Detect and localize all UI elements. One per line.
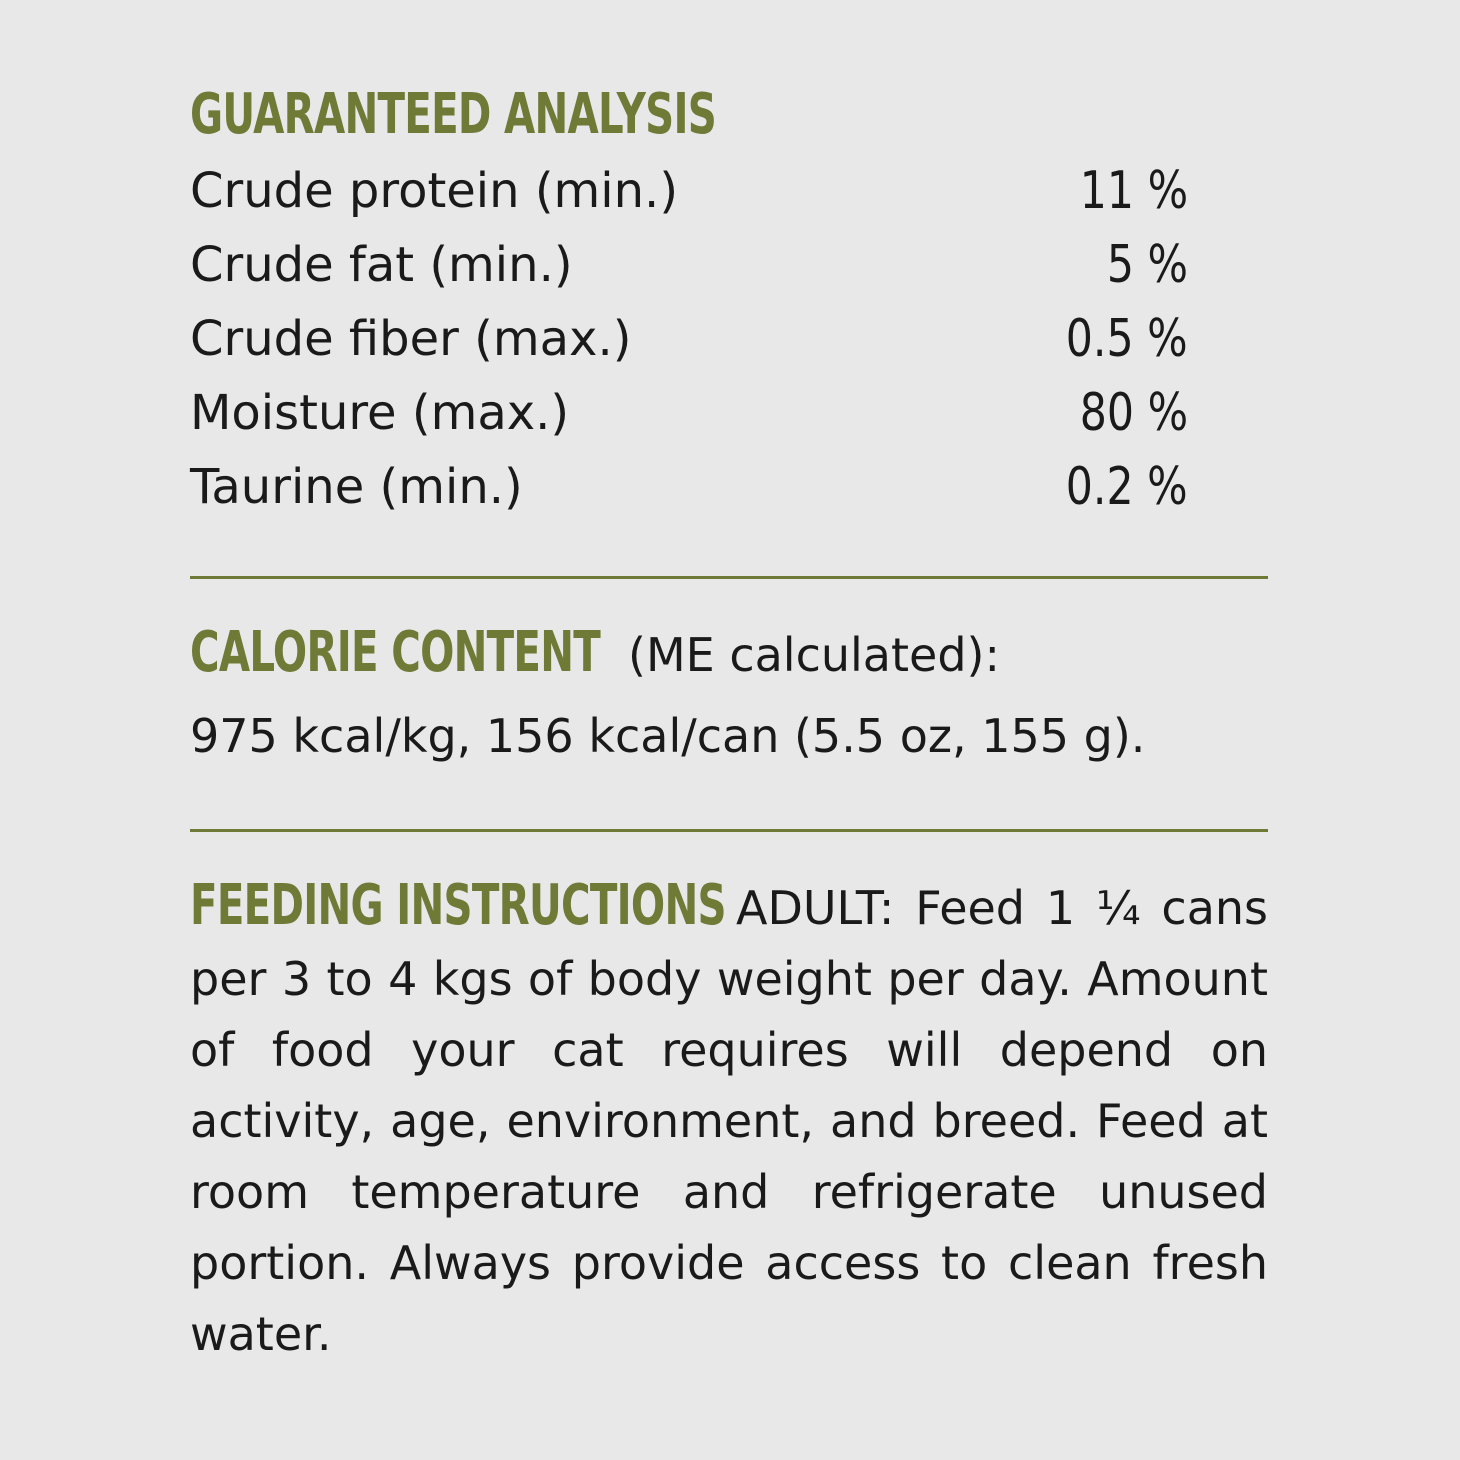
analysis-row <box>190 302 1268 376</box>
calorie-content-heading: CALORIE CONTENT <box>190 620 601 685</box>
analysis-value: 80 % <box>1079 383 1188 443</box>
analysis-value: 5 % <box>1106 235 1188 295</box>
guaranteed-analysis-heading: GUARANTEED ANALYSIS <box>190 82 717 147</box>
guaranteed-analysis-heading-wrap <box>190 80 1268 150</box>
guaranteed-analysis-table <box>190 154 1268 524</box>
calorie-content-text: 975 kcal/kg, 156 kcal/can (5.5 oz, 155 g). <box>190 709 1146 763</box>
analysis-row <box>190 228 1268 302</box>
calorie-content-subheading: (ME calculated): <box>628 628 1000 682</box>
feeding-instructions-section <box>190 870 1268 1370</box>
section-divider <box>190 829 1268 832</box>
feeding-instructions-text: ADULT: Feed 1 ¼ cans per 3 to 4 kgs of body weight per day. Amount of food your cat requires will depend on activity, age, environment, and breed. Feed at room temperature and refrigerate unused portion. Always provide access to clean fresh water. <box>190 881 1268 1361</box>
analysis-value: 0.5 % <box>1066 309 1188 369</box>
nutrition-panel <box>190 80 1268 1370</box>
feeding-instructions-paragraph <box>190 870 1268 1370</box>
analysis-label: Crude fat (min.) <box>190 237 573 293</box>
analysis-row <box>190 376 1268 450</box>
section-divider <box>190 576 1268 579</box>
calorie-content-section <box>190 620 1268 773</box>
analysis-row <box>190 154 1268 228</box>
analysis-row <box>190 450 1268 524</box>
analysis-label: Crude protein (min.) <box>190 163 679 219</box>
analysis-label: Taurine (min.) <box>190 459 523 515</box>
calorie-content-header <box>190 620 1268 699</box>
analysis-value: 0.2 % <box>1066 457 1188 517</box>
analysis-label: Crude fiber (max.) <box>190 311 632 367</box>
analysis-label: Moisture (max.) <box>190 385 570 441</box>
feeding-instructions-heading: FEEDING INSTRUCTIONS <box>190 873 726 938</box>
analysis-value: 11 % <box>1079 161 1188 221</box>
